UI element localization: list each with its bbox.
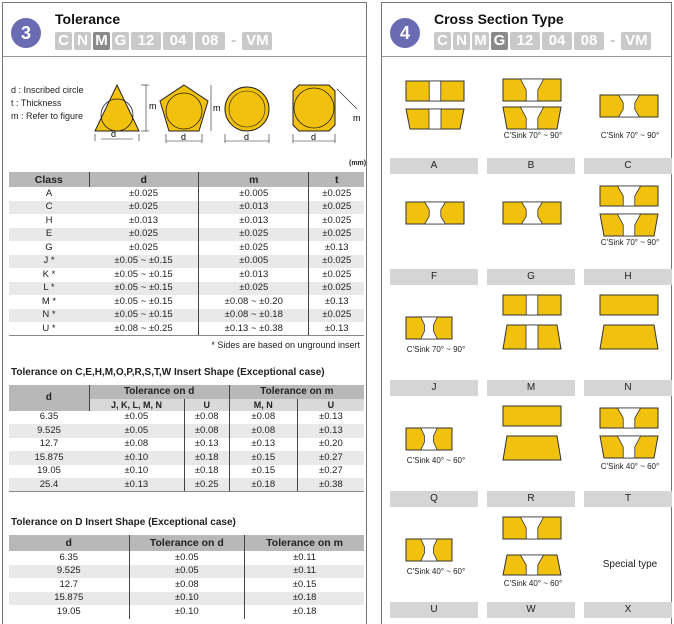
table-header: Tolerance on m <box>245 535 364 551</box>
table-row <box>9 214 364 228</box>
code-separator: - <box>610 32 616 49</box>
cross-section-label: X <box>584 602 672 618</box>
cross-section-panel <box>381 2 672 624</box>
table-cell: K * <box>42 268 56 280</box>
table-row <box>9 465 364 479</box>
cross-section-drawing <box>487 400 579 490</box>
table-cell: ±0.013 <box>199 268 309 282</box>
code-box: M <box>472 32 489 50</box>
code-box-highlighted: G <box>491 32 508 50</box>
countersink-caption: C'Sink 70° ~ 90° <box>600 131 660 140</box>
table-row <box>9 578 364 592</box>
tolerance-panel <box>2 2 367 624</box>
table-cell: ±0.025 <box>309 268 364 282</box>
table-cell: ±0.13 <box>309 322 364 336</box>
table-cell: ±0.18 <box>229 478 297 492</box>
table-cell: C <box>9 201 89 215</box>
table-cell: ±0.025 <box>199 241 309 255</box>
table-row <box>9 295 364 309</box>
code-box: VM <box>242 32 272 50</box>
table-cell: 15.875 <box>9 592 129 606</box>
special-type-text: Special type <box>602 559 658 570</box>
table-cell: ±0.25 <box>184 478 229 492</box>
table-cell: A <box>45 187 53 199</box>
table-cell: ±0.13 <box>309 241 364 255</box>
cross-section-type-u <box>390 511 482 619</box>
table-cell: ±0.10 <box>124 465 149 477</box>
table-cell: ±0.025 <box>129 187 158 199</box>
code-box: C <box>55 32 72 50</box>
section-heading: Tolerance on D Insert Shape (Exceptional case) <box>11 517 236 528</box>
svg-text:d: d <box>311 132 317 142</box>
code-box: VM <box>621 32 651 50</box>
table-cell: ±0.20 <box>297 438 364 452</box>
table-cell: ±0.18 <box>245 605 364 619</box>
unit-label: (mm) <box>349 160 367 167</box>
table-cell: L * <box>9 282 89 296</box>
countersink-caption: C'Sink 70° ~ 90° <box>600 238 660 247</box>
legend-item-d: d : Inscribed circle <box>11 85 84 95</box>
table-cell: H <box>45 214 53 226</box>
table-header: Tolerance on d <box>89 385 229 399</box>
table-cell: 6.35 <box>59 551 78 563</box>
svg-text:m: m <box>353 113 361 123</box>
table-row <box>9 187 364 201</box>
insert-code-strip <box>434 31 653 51</box>
cross-section-type-g <box>487 178 579 286</box>
table-cell: ±0.005 <box>199 255 309 269</box>
table-cell: ±0.08 <box>229 424 297 438</box>
table-cell: ±0.025 <box>89 228 199 242</box>
table-cell: ±0.08 <box>124 438 149 450</box>
table-row <box>9 201 364 215</box>
square-insert-figure <box>293 85 361 143</box>
cross-section-label: H <box>584 269 672 285</box>
class-tolerance-table <box>9 172 364 336</box>
table-cell: 9.525 <box>9 424 89 438</box>
cross-section-drawing <box>390 511 482 601</box>
table-header: Tolerance on m <box>229 385 364 399</box>
code-box: N <box>74 32 91 50</box>
table-cell: ±0.013 <box>199 201 309 215</box>
section-number-badge: 4 <box>390 18 420 48</box>
code-box: G <box>112 32 129 50</box>
cross-section-type-w <box>487 511 579 619</box>
table-row <box>9 478 364 492</box>
triangle-insert-figure <box>95 85 157 141</box>
table-cell: ±0.18 <box>245 592 364 606</box>
table-cell: 19.05 <box>37 465 61 477</box>
cross-section-label: J <box>390 380 478 396</box>
tolerance-header <box>3 3 366 57</box>
table-cell: ±0.10 <box>129 592 245 606</box>
cross-section-label: B <box>487 158 575 174</box>
cross-section-drawing <box>584 289 674 379</box>
table-row <box>9 282 364 296</box>
table-cell: ±0.05 <box>124 411 149 423</box>
table-row <box>9 322 364 336</box>
table-cell: 15.875 <box>9 451 89 465</box>
legend-item-t: t : Thickness <box>11 98 62 108</box>
table-row <box>9 241 364 255</box>
table-cell: ±0.08 <box>184 424 229 438</box>
table-cell: 9.525 <box>9 565 129 579</box>
table-cell: ±0.08 ~ ±0.20 <box>199 295 309 309</box>
cross-section-drawing <box>584 400 674 490</box>
table-cell: M * <box>41 295 57 307</box>
table-cell: ±0.05 <box>89 424 184 438</box>
cross-section-drawing <box>487 289 579 379</box>
table-cell: ±0.025 <box>199 282 309 296</box>
table-header: t <box>309 172 364 187</box>
table-cell: ±0.18 <box>184 451 229 465</box>
table-cell: ±0.27 <box>297 465 364 479</box>
table-cell: U * <box>9 322 89 336</box>
table-cell: ±0.013 <box>129 214 158 226</box>
cross-section-type-n <box>584 289 674 397</box>
cross-section-drawing <box>584 178 674 268</box>
table-row <box>9 565 364 579</box>
table-cell: 6.35 <box>39 411 59 423</box>
table-cell: ±0.15 <box>245 578 364 592</box>
svg-text:d: d <box>181 132 187 142</box>
countersink-caption: C'Sink 70° ~ 90° <box>503 131 563 140</box>
cross-section-type-a <box>390 67 482 175</box>
table-subheader: U <box>297 399 364 411</box>
dimension-legend <box>11 84 84 123</box>
code-box: C <box>434 32 451 50</box>
table-cell: ±0.025 <box>129 241 158 253</box>
table-cell: ±0.08 ~ ±0.25 <box>89 322 199 336</box>
cross-section-label: C <box>584 158 672 174</box>
table-cell: N * <box>9 309 89 323</box>
table-cell: ±0.025 <box>309 282 364 296</box>
table-cell: ±0.05 ~ ±0.15 <box>89 309 199 323</box>
table-cell: ±0.13 <box>229 438 297 452</box>
table-cell: ±0.05 ~ ±0.15 <box>114 268 173 280</box>
table-header: Tolerance on d <box>129 535 245 551</box>
countersink-caption: C'Sink 40° ~ 60° <box>600 462 660 471</box>
cross-section-label: U <box>390 602 478 618</box>
table-cell: ±0.08 <box>229 411 297 425</box>
table-cell: ±0.005 <box>199 187 309 201</box>
cross-section-drawing <box>584 67 674 157</box>
table-cell: E <box>9 228 89 242</box>
cross-section-type-j <box>390 289 482 397</box>
table-cell: J * <box>9 255 89 269</box>
cross-section-label: W <box>487 602 575 618</box>
cross-section-drawing <box>390 67 482 157</box>
table-cell: ±0.13 <box>297 411 364 425</box>
code-separator: - <box>231 32 237 49</box>
table-row <box>9 451 364 465</box>
countersink-caption: C'Sink 40° ~ 60° <box>406 567 466 576</box>
table-cell: 12.7 <box>39 438 59 450</box>
table-row <box>9 438 364 452</box>
table-cell: 19.05 <box>56 605 81 617</box>
insert-code-strip <box>55 31 274 51</box>
table-row <box>9 424 364 438</box>
unground-note: * Sides are based on unground insert <box>211 340 360 350</box>
countersink-caption: C'Sink 40° ~ 60° <box>406 456 466 465</box>
cross-section-label: F <box>390 269 478 285</box>
table-header: Class <box>9 172 89 187</box>
section-title: Cross Section Type <box>434 11 564 27</box>
cross-section-label: R <box>487 491 575 507</box>
table-cell: ±0.10 <box>129 605 245 619</box>
table-cell: ±0.05 ~ ±0.15 <box>89 282 199 296</box>
cross-section-drawing <box>390 289 482 379</box>
table-cell: ±0.025 <box>309 255 364 269</box>
table-cell: ±0.08 <box>184 411 229 425</box>
pentagon-insert-figure <box>160 85 221 143</box>
cross-section-label: G <box>487 269 575 285</box>
countersink-caption: C'Sink 70° ~ 90° <box>406 345 466 354</box>
table-cell: ±0.13 <box>309 295 364 309</box>
table-cell: ±0.08 <box>129 578 245 592</box>
table-cell: ±0.11 <box>245 565 364 579</box>
cross-section-label: Q <box>390 491 478 507</box>
section-title: Tolerance <box>55 11 121 27</box>
d-shape-tolerance-table <box>9 535 364 619</box>
table-cell: 12.7 <box>59 578 78 590</box>
table-subheader: U <box>184 399 229 411</box>
cross-section-drawing <box>487 178 579 268</box>
table-row <box>9 268 364 282</box>
cross-section-type-r <box>487 400 579 508</box>
code-box: 04 <box>163 32 193 50</box>
table-subheader: J, K, L, M, N <box>89 399 184 411</box>
cross-section-drawing <box>390 178 482 268</box>
table-cell: ±0.05 <box>129 565 245 579</box>
table-row <box>9 551 364 565</box>
table-cell: ±0.08 ~ ±0.18 <box>199 309 309 323</box>
svg-text:m: m <box>149 101 157 111</box>
cross-section-label: M <box>487 380 575 396</box>
svg-text:m: m <box>213 103 221 113</box>
table-cell: ±0.18 <box>184 465 229 479</box>
table-cell: ±0.025 <box>309 309 364 323</box>
cross-section-drawing <box>390 400 482 490</box>
table-cell: G <box>45 241 53 253</box>
table-row <box>9 605 364 619</box>
table-cell: ±0.13 <box>89 478 184 492</box>
code-box: 12 <box>510 32 540 50</box>
table-cell: ±0.15 <box>229 465 297 479</box>
table-header: d <box>9 385 89 411</box>
table-header: d <box>9 535 129 551</box>
table-cell: 25.4 <box>9 478 89 492</box>
table-cell: ±0.38 <box>297 478 364 492</box>
table-row <box>9 255 364 269</box>
section-heading: Tolerance on C,E,H,M,O,P,R,S,T,W Insert Shape (Exceptional case) <box>11 367 325 378</box>
table-cell: ±0.025 <box>309 187 364 201</box>
cross-section-label: N <box>584 380 672 396</box>
insert-shape-figures <box>89 79 365 149</box>
table-cell: ±0.025 <box>89 201 199 215</box>
code-box-highlighted: M <box>93 32 110 50</box>
legend-item-m: m : Refer to figure <box>11 111 84 121</box>
table-cell: ±0.13 <box>184 438 229 452</box>
table-subheader: M, N <box>229 399 297 411</box>
exceptional-tolerance-table <box>9 385 364 492</box>
code-box: 08 <box>574 32 604 50</box>
cross-section-type-q <box>390 400 482 508</box>
cross-section-label: T <box>584 491 672 507</box>
table-cell: ±0.025 <box>199 228 309 242</box>
table-cell: ±0.15 <box>229 451 297 465</box>
cross-section-type-f <box>390 178 482 286</box>
table-row <box>9 411 364 425</box>
table-cell: ±0.025 <box>309 228 364 242</box>
cross-section-label: A <box>390 158 478 174</box>
cross-section-type-c <box>584 67 674 175</box>
cross-section-type-t <box>584 400 674 508</box>
cross-section-type-h <box>584 178 674 286</box>
code-box: 12 <box>131 32 161 50</box>
table-header: m <box>199 172 309 187</box>
table-cell: ±0.13 <box>297 424 364 438</box>
table-row <box>9 309 364 323</box>
table-cell: ±0.05 <box>129 551 245 565</box>
table-row <box>9 592 364 606</box>
table-cell: ±0.05 ~ ±0.15 <box>89 255 199 269</box>
table-cell: ±0.13 ~ ±0.38 <box>199 322 309 336</box>
table-cell: ±0.10 <box>89 451 184 465</box>
table-cell: ±0.05 ~ ±0.15 <box>114 295 173 307</box>
table-cell: ±0.013 <box>199 214 309 228</box>
table-cell: ±0.025 <box>309 201 364 215</box>
cross-section-type-b <box>487 67 579 175</box>
svg-text:d: d <box>111 129 117 139</box>
svg-text:d: d <box>244 132 250 142</box>
table-cell: ±0.11 <box>245 551 364 565</box>
round-insert-figure <box>225 87 269 143</box>
table-header: d <box>89 172 199 187</box>
table-cell: ±0.025 <box>309 214 364 228</box>
table-row <box>9 228 364 242</box>
code-box: 08 <box>195 32 225 50</box>
countersink-caption: C'Sink 40° ~ 60° <box>503 579 563 588</box>
code-box: 04 <box>542 32 572 50</box>
code-box: N <box>453 32 470 50</box>
cross-section-type-m <box>487 289 579 397</box>
cross-section-drawing <box>487 67 579 157</box>
table-cell: ±0.27 <box>297 451 364 465</box>
cross-section-header <box>382 3 671 57</box>
section-number-badge: 3 <box>11 18 41 48</box>
cross-section-type-x <box>584 511 674 619</box>
